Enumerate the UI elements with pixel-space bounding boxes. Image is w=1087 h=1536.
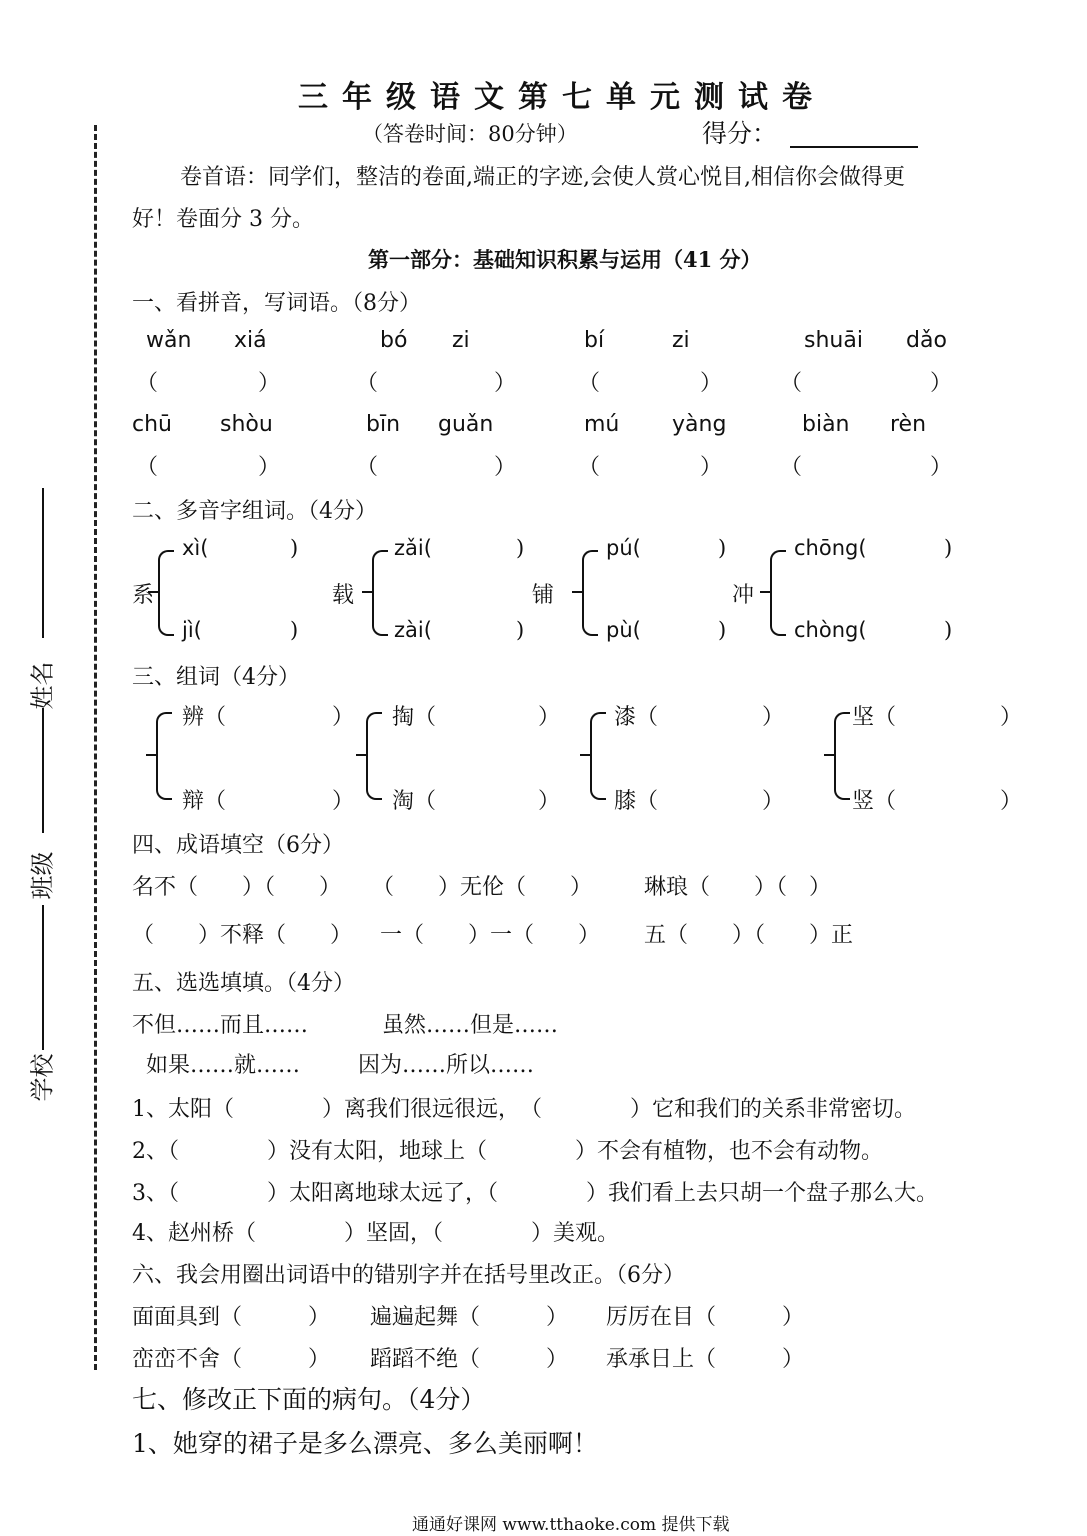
polyphone-char: 载 (332, 583, 355, 608)
q6-title: 六、我会用圈出词语中的错别字并在括号里改正。（6分） (132, 1263, 685, 1288)
brace-icon (582, 550, 598, 636)
polyphone-char: 铺 (532, 583, 555, 608)
word-blank[interactable]: 掏（ (392, 705, 437, 730)
close-paren: ) (516, 618, 525, 642)
idiom-blank[interactable]: （ ）不释（ ） (132, 923, 353, 948)
school-blank-line[interactable] (42, 905, 44, 1050)
word-blank[interactable]: 坚（ (852, 705, 897, 730)
pinyin: zi (452, 328, 470, 353)
pinyin-option[interactable]: zǎi( (394, 536, 432, 560)
close-paren: ) (718, 618, 727, 642)
pinyin-option[interactable]: jì( (182, 618, 202, 642)
q7-item-1: 1、她穿的裙子是多么漂亮、多么美丽啊！ (132, 1429, 598, 1458)
conjunction-option: 因为……所以…… (358, 1053, 535, 1078)
close-paren: ） (762, 789, 785, 814)
close-paren: ) (290, 536, 299, 560)
pinyin-option[interactable]: xì( (182, 536, 209, 560)
footer-watermark: 通通好课网 www.tthaoke.com 提供下载 (412, 1515, 730, 1535)
pinyin: xiá (234, 328, 267, 353)
idiom-blank[interactable]: 一（ ）一（ ） (380, 923, 601, 948)
pinyin: wǎn (146, 328, 192, 353)
pinyin: yàng (672, 412, 727, 437)
answer-blank-close: ） (494, 455, 517, 480)
binding-dashed-line (94, 125, 97, 1370)
pinyin: biàn (802, 412, 850, 437)
answer-blank-open[interactable]: （ (578, 371, 601, 396)
q4-title: 四、成语填空（6分） (132, 833, 344, 858)
pinyin-option[interactable]: pù( (606, 618, 641, 642)
close-paren: ) (944, 536, 953, 560)
typo-word-blank[interactable]: 面面具到（ ） (132, 1305, 331, 1330)
idiom-blank[interactable]: 琳琅（ ）（ ） (644, 875, 832, 900)
class-label: 班级 (28, 851, 57, 900)
answer-blank-close: ） (700, 371, 723, 396)
q5-item-4[interactable]: 4、赵州桥（ ）坚固，（ ）美观。 (132, 1221, 619, 1246)
close-paren: ） (332, 789, 355, 814)
school-label: 学校 (28, 1053, 57, 1102)
name-blank-line[interactable] (42, 488, 44, 638)
pinyin: rèn (890, 412, 927, 437)
name-label: 姓名 (28, 661, 57, 710)
intro-line-2: 好！卷面分 3 分。 (132, 207, 314, 232)
class-blank-line[interactable] (42, 708, 44, 833)
answer-blank-open[interactable]: （ (356, 455, 379, 480)
close-paren: ) (516, 536, 525, 560)
close-paren: ） (538, 789, 561, 814)
pinyin: shòu (220, 412, 273, 437)
brace-icon (834, 712, 850, 800)
word-blank[interactable]: 辨（ (182, 705, 227, 730)
answer-blank-close: ） (700, 455, 723, 480)
part1-title: 第一部分：基础知识积累与运用（41 分） (368, 247, 762, 272)
typo-word-blank[interactable]: 峦峦不舍（ ） (132, 1347, 331, 1372)
brace-icon (770, 550, 786, 636)
close-paren: ） (1000, 789, 1023, 814)
pinyin: dǎo (906, 328, 947, 353)
word-blank[interactable]: 淘（ (392, 789, 437, 814)
close-paren: ) (290, 618, 299, 642)
polyphone-char: 冲 (732, 583, 755, 608)
pinyin: bó (380, 328, 408, 353)
brace-icon (366, 712, 382, 800)
word-blank[interactable]: 竖（ (852, 789, 897, 814)
typo-word-blank[interactable]: 厉厉在目（ ） (606, 1305, 805, 1330)
q3-title: 三、组词（4分） (132, 665, 300, 690)
score-blank[interactable] (790, 146, 918, 148)
pinyin: mú (584, 412, 620, 437)
brace-icon (590, 712, 606, 800)
answer-blank-close: ） (930, 455, 953, 480)
typo-word-blank[interactable]: 承承日上（ ） (606, 1347, 805, 1372)
conjunction-option: 不但……而且…… (132, 1013, 309, 1038)
answer-blank-open[interactable]: （ (780, 455, 803, 480)
pinyin-option[interactable]: chòng( (794, 618, 867, 642)
score-label: 得分： (702, 119, 778, 148)
pinyin: bí (584, 328, 605, 353)
page-title: 三年级语文第七单元测试卷 (298, 80, 826, 115)
pinyin-option[interactable]: zài( (394, 618, 432, 642)
q5-item-1[interactable]: 1、太阳（ ）离我们很远很远， （ ）它和我们的关系非常密切。 (132, 1097, 916, 1122)
exam-time: （答卷时间：80分钟） (362, 122, 578, 146)
answer-blank-close: ） (494, 371, 517, 396)
answer-blank-open[interactable]: （ (136, 371, 159, 396)
close-paren: ） (332, 705, 355, 730)
answer-blank-close: ） (258, 455, 281, 480)
answer-blank-open[interactable]: （ (578, 455, 601, 480)
word-blank[interactable]: 辩（ (182, 789, 227, 814)
q5-title: 五、选选填填。（4分） (132, 971, 355, 996)
close-paren: ） (762, 705, 785, 730)
typo-word-blank[interactable]: 蹈蹈不绝（ ） (370, 1347, 569, 1372)
answer-blank-open[interactable]: （ (780, 371, 803, 396)
q2-title: 二、多音字组词。（4分） (132, 499, 377, 524)
q7-title: 七、修改正下面的病句。（4分） (132, 1385, 486, 1414)
answer-blank-close: ） (258, 371, 281, 396)
brace-icon (158, 550, 174, 636)
pinyin: chū (132, 412, 172, 437)
idiom-blank[interactable]: 五（ ）（ ）正 (644, 923, 854, 948)
idiom-blank[interactable]: 名不（ ）（ ） (132, 875, 342, 900)
conjunction-option: 虽然……但是…… (382, 1013, 559, 1038)
word-blank[interactable]: 膝（ (614, 789, 659, 814)
typo-word-blank[interactable]: 遍遍起舞（ ） (370, 1305, 569, 1330)
q5-item-2[interactable]: 2、（ ）没有太阳，地球上（ ）不会有植物，也不会有动物。 (132, 1139, 883, 1164)
close-paren: ） (1000, 705, 1023, 730)
answer-blank-close: ） (930, 371, 953, 396)
pinyin-option[interactable]: pú( (606, 536, 641, 560)
pinyin: zi (672, 328, 690, 353)
q5-item-3[interactable]: 3、（ ）太阳离地球太远了，（ ）我们看上去只胡一个盘子那么大。 (132, 1181, 938, 1206)
idiom-blank[interactable]: （ ）无伦（ ） (372, 875, 593, 900)
pinyin: shuāi (804, 328, 863, 353)
close-paren: ) (944, 618, 953, 642)
intro-line-1: 卷首语：同学们，整洁的卷面,端正的字迹,会使人赏心悦目,相信你会做得更 (180, 165, 905, 190)
answer-blank-open[interactable]: （ (356, 371, 379, 396)
close-paren: ) (718, 536, 727, 560)
word-blank[interactable]: 漆（ (614, 705, 659, 730)
pinyin: guǎn (438, 412, 494, 437)
q1-title: 一、看拼音，写词语。（8分） (132, 291, 421, 316)
answer-blank-open[interactable]: （ (136, 455, 159, 480)
brace-icon (156, 712, 172, 800)
pinyin-option[interactable]: chōng( (794, 536, 867, 560)
brace-icon (372, 550, 388, 636)
conjunction-option: 如果……就…… (146, 1053, 301, 1078)
polyphone-char: 系 (132, 583, 155, 608)
close-paren: ） (538, 705, 561, 730)
pinyin: bīn (366, 412, 401, 437)
